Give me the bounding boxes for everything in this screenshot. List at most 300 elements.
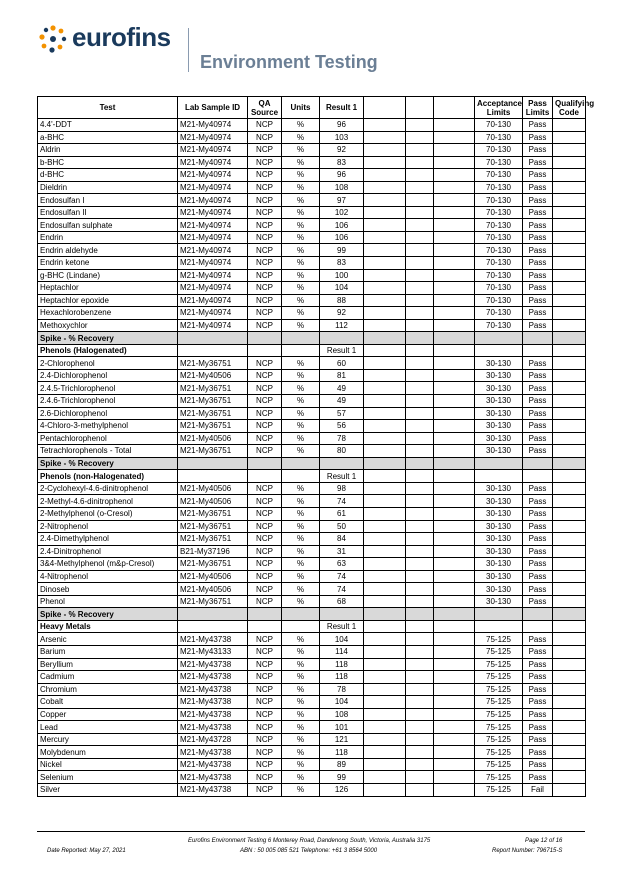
empty-cell (406, 595, 434, 608)
test-name: Copper (38, 708, 178, 721)
qa-source: NCP (248, 671, 282, 684)
lab-sample-id: B21-My37196 (178, 545, 248, 558)
test-name: 3&4-Methylphenol (m&p-Cresol) (38, 558, 178, 571)
pass-status: Pass (523, 156, 553, 169)
test-name: Silver (38, 783, 178, 796)
test-name: 2.4-Dinitrophenol (38, 545, 178, 558)
test-name: 2.4.6-Trichlorophenol (38, 395, 178, 408)
empty-cell (364, 495, 406, 508)
qa-source: NCP (248, 244, 282, 257)
qualifying-code (553, 307, 586, 320)
section-row (38, 457, 586, 470)
pass-status: Pass (523, 570, 553, 583)
empty-cell (364, 169, 406, 182)
lab-sample-id: M21-My43738 (178, 746, 248, 759)
empty-cell (434, 733, 475, 746)
lab-sample-id: M21-My40974 (178, 282, 248, 295)
acceptance-limits: 75-125 (475, 733, 523, 746)
result-value: 98 (320, 482, 364, 495)
empty-cell (406, 257, 434, 270)
test-name: Dieldrin (38, 181, 178, 194)
test-name: Molybdenum (38, 746, 178, 759)
report-header (0, 0, 622, 90)
result-value: 84 (320, 533, 364, 546)
empty-cell (364, 482, 406, 495)
table-row (38, 520, 586, 533)
qa-source: NCP (248, 206, 282, 219)
lab-sample-id: M21-My43738 (178, 633, 248, 646)
empty-cell (406, 545, 434, 558)
empty-cell (364, 407, 406, 420)
qualifying-code (553, 721, 586, 734)
empty-cell (364, 783, 406, 796)
table-row (38, 671, 586, 684)
acceptance-limits: 30-130 (475, 445, 523, 458)
qualifying-code (553, 395, 586, 408)
empty-cell (523, 470, 553, 483)
empty-cell (364, 558, 406, 571)
empty-cell (434, 771, 475, 784)
empty-cell (406, 206, 434, 219)
test-name: Methoxychlor (38, 319, 178, 332)
pass-status: Pass (523, 658, 553, 671)
qa-source: NCP (248, 658, 282, 671)
qa-source: NCP (248, 357, 282, 370)
test-name: Dinoseb (38, 583, 178, 596)
acceptance-limits: 30-130 (475, 558, 523, 571)
group-row (38, 470, 586, 483)
pass-status: Pass (523, 181, 553, 194)
empty-cell (364, 131, 406, 144)
table-row (38, 282, 586, 295)
qa-source: NCP (248, 482, 282, 495)
empty-cell (406, 357, 434, 370)
pass-status: Pass (523, 282, 553, 295)
lab-sample-id: M21-My36751 (178, 357, 248, 370)
table-header-row (38, 97, 586, 119)
empty-cell (434, 558, 475, 571)
acceptance-limits: 70-130 (475, 231, 523, 244)
qualifying-code (553, 758, 586, 771)
test-name: Arsenic (38, 633, 178, 646)
empty-cell (406, 231, 434, 244)
empty-cell (406, 244, 434, 257)
division-title: Environment Testing (200, 52, 378, 72)
empty-cell (364, 721, 406, 734)
acceptance-limits: 70-130 (475, 206, 523, 219)
acceptance-limits: 70-130 (475, 169, 523, 182)
table-row (38, 231, 586, 244)
qualifying-code (553, 696, 586, 709)
pass-status: Pass (523, 520, 553, 533)
pass-status: Pass (523, 671, 553, 684)
lab-sample-id: M21-My36751 (178, 533, 248, 546)
empty-cell (364, 771, 406, 784)
units: % (282, 432, 320, 445)
empty-cell (406, 420, 434, 433)
empty-cell (406, 683, 434, 696)
result-value: 118 (320, 658, 364, 671)
pass-status: Pass (523, 244, 553, 257)
empty-cell (364, 545, 406, 558)
empty-cell (282, 608, 320, 621)
units: % (282, 482, 320, 495)
empty-cell (434, 169, 475, 182)
pass-status: Pass (523, 219, 553, 232)
qa-source: NCP (248, 407, 282, 420)
table-row (38, 583, 586, 596)
empty-cell (434, 294, 475, 307)
qualifying-code (553, 269, 586, 282)
table-row (38, 395, 586, 408)
table-row (38, 683, 586, 696)
empty-cell (248, 457, 282, 470)
empty-cell (406, 144, 434, 157)
empty-cell (364, 445, 406, 458)
table-row (38, 783, 586, 796)
qa-source: NCP (248, 194, 282, 207)
units: % (282, 382, 320, 395)
pass-status: Pass (523, 545, 553, 558)
table-row (38, 570, 586, 583)
result-value: 96 (320, 119, 364, 132)
empty-cell (406, 520, 434, 533)
qa-source: NCP (248, 583, 282, 596)
acceptance-limits: 75-125 (475, 708, 523, 721)
table-row (38, 144, 586, 157)
qa-source: NCP (248, 633, 282, 646)
table-row (38, 420, 586, 433)
units: % (282, 445, 320, 458)
empty-cell (364, 395, 406, 408)
qualifying-code (553, 357, 586, 370)
lab-sample-id: M21-My36751 (178, 445, 248, 458)
result-value: 103 (320, 131, 364, 144)
footer-page-number: Page 12 of 16 (525, 838, 563, 844)
empty-cell (434, 257, 475, 270)
units: % (282, 708, 320, 721)
result-value: 101 (320, 721, 364, 734)
qualifying-code (553, 708, 586, 721)
empty-cell (406, 746, 434, 759)
lab-sample-id: M21-My40974 (178, 206, 248, 219)
result-value: 92 (320, 307, 364, 320)
pass-status: Pass (523, 482, 553, 495)
units: % (282, 282, 320, 295)
empty-cell (364, 257, 406, 270)
pass-status: Pass (523, 357, 553, 370)
qa-source: NCP (248, 432, 282, 445)
qa-source: NCP (248, 507, 282, 520)
table-row (38, 721, 586, 734)
qualifying-code (553, 319, 586, 332)
qa-source: NCP (248, 533, 282, 546)
group-title: Heavy Metals (38, 620, 178, 633)
lab-sample-id: M21-My40974 (178, 156, 248, 169)
acceptance-limits: 30-130 (475, 570, 523, 583)
acceptance-limits: 70-130 (475, 294, 523, 307)
units: % (282, 771, 320, 784)
result-value: 96 (320, 169, 364, 182)
result-value: 60 (320, 357, 364, 370)
test-name: Chromium (38, 683, 178, 696)
acceptance-limits: 30-130 (475, 595, 523, 608)
empty-cell (364, 658, 406, 671)
result-value: 112 (320, 319, 364, 332)
empty-cell (553, 457, 586, 470)
empty-cell (248, 608, 282, 621)
qa-source: NCP (248, 495, 282, 508)
units: % (282, 294, 320, 307)
units: % (282, 533, 320, 546)
lab-sample-id: M21-My40506 (178, 570, 248, 583)
group-result-label: Result 1 (320, 344, 364, 357)
qa-source: NCP (248, 558, 282, 571)
lab-sample-id: M21-My40974 (178, 294, 248, 307)
empty-cell (434, 683, 475, 696)
empty-cell (320, 332, 364, 345)
table-row (38, 131, 586, 144)
result-value: 102 (320, 206, 364, 219)
empty-cell (406, 583, 434, 596)
qa-source: NCP (248, 721, 282, 734)
header-test: Test (38, 97, 178, 119)
result-value: 50 (320, 520, 364, 533)
result-value: 31 (320, 545, 364, 558)
header-divider (188, 28, 189, 72)
test-name: Phenol (38, 595, 178, 608)
lab-sample-id: M21-My43728 (178, 733, 248, 746)
footer-address: Eurofins Environment Testing 6 Monterey Road, Dandenong South, Victoria, Australia 3175 (188, 838, 431, 844)
pass-status: Pass (523, 206, 553, 219)
empty-cell (406, 344, 434, 357)
qualifying-code (553, 507, 586, 520)
qa-source: NCP (248, 783, 282, 796)
acceptance-limits: 70-130 (475, 131, 523, 144)
units: % (282, 119, 320, 132)
empty-cell (434, 645, 475, 658)
empty-cell (364, 533, 406, 546)
pass-status: Pass (523, 558, 553, 571)
table-row (38, 558, 586, 571)
empty-cell (364, 420, 406, 433)
table-row (38, 432, 586, 445)
units: % (282, 633, 320, 646)
empty-cell (434, 696, 475, 709)
empty-cell (406, 658, 434, 671)
empty-cell (364, 470, 406, 483)
pass-status: Pass (523, 645, 553, 658)
lab-sample-id: M21-My43133 (178, 645, 248, 658)
units: % (282, 244, 320, 257)
lab-sample-id: M21-My36751 (178, 407, 248, 420)
result-value: 126 (320, 783, 364, 796)
empty-cell (406, 696, 434, 709)
table-row (38, 658, 586, 671)
acceptance-limits: 30-130 (475, 520, 523, 533)
group-result-label: Result 1 (320, 470, 364, 483)
units: % (282, 206, 320, 219)
lab-sample-id: M21-My40974 (178, 269, 248, 282)
empty-cell (406, 169, 434, 182)
test-name: 2.4-Dimethylphenol (38, 533, 178, 546)
table-row (38, 156, 586, 169)
empty-cell (364, 307, 406, 320)
header-lab-sample-id: Lab Sample ID (178, 97, 248, 119)
qualifying-code (553, 257, 586, 270)
lab-sample-id: M21-My40506 (178, 482, 248, 495)
pass-status: Pass (523, 131, 553, 144)
empty-cell (406, 181, 434, 194)
empty-cell (406, 620, 434, 633)
table-row (38, 382, 586, 395)
result-value: 121 (320, 733, 364, 746)
empty-cell (406, 671, 434, 684)
result-value: 80 (320, 445, 364, 458)
section-row (38, 608, 586, 621)
units: % (282, 545, 320, 558)
empty-cell (406, 558, 434, 571)
table-row (38, 169, 586, 182)
empty-cell (178, 457, 248, 470)
pass-status: Pass (523, 194, 553, 207)
empty-cell (406, 407, 434, 420)
empty-cell (406, 507, 434, 520)
lab-sample-id: M21-My40506 (178, 369, 248, 382)
empty-cell (406, 156, 434, 169)
units: % (282, 683, 320, 696)
acceptance-limits: 30-130 (475, 395, 523, 408)
acceptance-limits: 70-130 (475, 194, 523, 207)
acceptance-limits: 70-130 (475, 219, 523, 232)
test-name: Heptachlor (38, 282, 178, 295)
table-row (38, 495, 586, 508)
empty-cell (406, 432, 434, 445)
lab-sample-id: M21-My40974 (178, 119, 248, 132)
test-name: Pentachlorophenol (38, 432, 178, 445)
lab-sample-id: M21-My40974 (178, 244, 248, 257)
empty-cell (434, 570, 475, 583)
qualifying-code (553, 658, 586, 671)
empty-cell (364, 369, 406, 382)
empty-cell (434, 319, 475, 332)
empty-cell (434, 231, 475, 244)
empty-cell (178, 608, 248, 621)
result-value: 108 (320, 181, 364, 194)
empty-cell (364, 344, 406, 357)
empty-cell (434, 721, 475, 734)
result-value: 106 (320, 231, 364, 244)
header-blank-2 (406, 97, 434, 119)
acceptance-limits: 30-130 (475, 369, 523, 382)
empty-cell (364, 683, 406, 696)
qualifying-code (553, 533, 586, 546)
qualifying-code (553, 495, 586, 508)
section-title: Spike - % Recovery (38, 608, 178, 621)
pass-status: Pass (523, 721, 553, 734)
empty-cell (406, 269, 434, 282)
empty-cell (364, 231, 406, 244)
units: % (282, 357, 320, 370)
pass-status: Pass (523, 144, 553, 157)
acceptance-limits: 30-130 (475, 420, 523, 433)
empty-cell (406, 570, 434, 583)
result-value: 63 (320, 558, 364, 571)
lab-sample-id: M21-My43738 (178, 696, 248, 709)
empty-cell (364, 746, 406, 759)
qualifying-code (553, 520, 586, 533)
empty-cell (434, 658, 475, 671)
qualifying-code (553, 771, 586, 784)
table-row (38, 507, 586, 520)
qa-source: NCP (248, 395, 282, 408)
empty-cell (523, 344, 553, 357)
pass-status: Pass (523, 683, 553, 696)
empty-cell (434, 708, 475, 721)
qa-source: NCP (248, 758, 282, 771)
qa-source: NCP (248, 219, 282, 232)
header-blank-1 (364, 97, 406, 119)
empty-cell (434, 131, 475, 144)
table-row (38, 257, 586, 270)
pass-status: Pass (523, 169, 553, 182)
test-name: Mercury (38, 733, 178, 746)
result-value: 97 (320, 194, 364, 207)
qualifying-code (553, 382, 586, 395)
lab-sample-id: M21-My36751 (178, 507, 248, 520)
empty-cell (320, 457, 364, 470)
units: % (282, 257, 320, 270)
qa-source: NCP (248, 445, 282, 458)
result-value: 104 (320, 696, 364, 709)
qa-source: NCP (248, 420, 282, 433)
table-row (38, 645, 586, 658)
empty-cell (434, 156, 475, 169)
pass-status: Pass (523, 420, 553, 433)
qualifying-code (553, 645, 586, 658)
table-row (38, 733, 586, 746)
empty-cell (248, 620, 282, 633)
table-row (38, 319, 586, 332)
table-row (38, 595, 586, 608)
acceptance-limits: 70-130 (475, 144, 523, 157)
empty-cell (364, 219, 406, 232)
qa-source: NCP (248, 257, 282, 270)
units: % (282, 721, 320, 734)
result-value: 68 (320, 595, 364, 608)
results-table (37, 96, 595, 797)
pass-status: Pass (523, 407, 553, 420)
empty-cell (248, 344, 282, 357)
table-row (38, 407, 586, 420)
empty-cell (364, 733, 406, 746)
pass-status: Pass (523, 583, 553, 596)
qualifying-code (553, 482, 586, 495)
table-row (38, 119, 586, 132)
result-value: 99 (320, 244, 364, 257)
pass-status: Pass (523, 758, 553, 771)
acceptance-limits: 30-130 (475, 507, 523, 520)
qualifying-code (553, 671, 586, 684)
empty-cell (434, 119, 475, 132)
empty-cell (434, 620, 475, 633)
test-name: 4-Chloro-3-methylphenol (38, 420, 178, 433)
empty-cell (364, 206, 406, 219)
table-row (38, 445, 586, 458)
result-value: 57 (320, 407, 364, 420)
empty-cell (406, 457, 434, 470)
acceptance-limits: 30-130 (475, 432, 523, 445)
